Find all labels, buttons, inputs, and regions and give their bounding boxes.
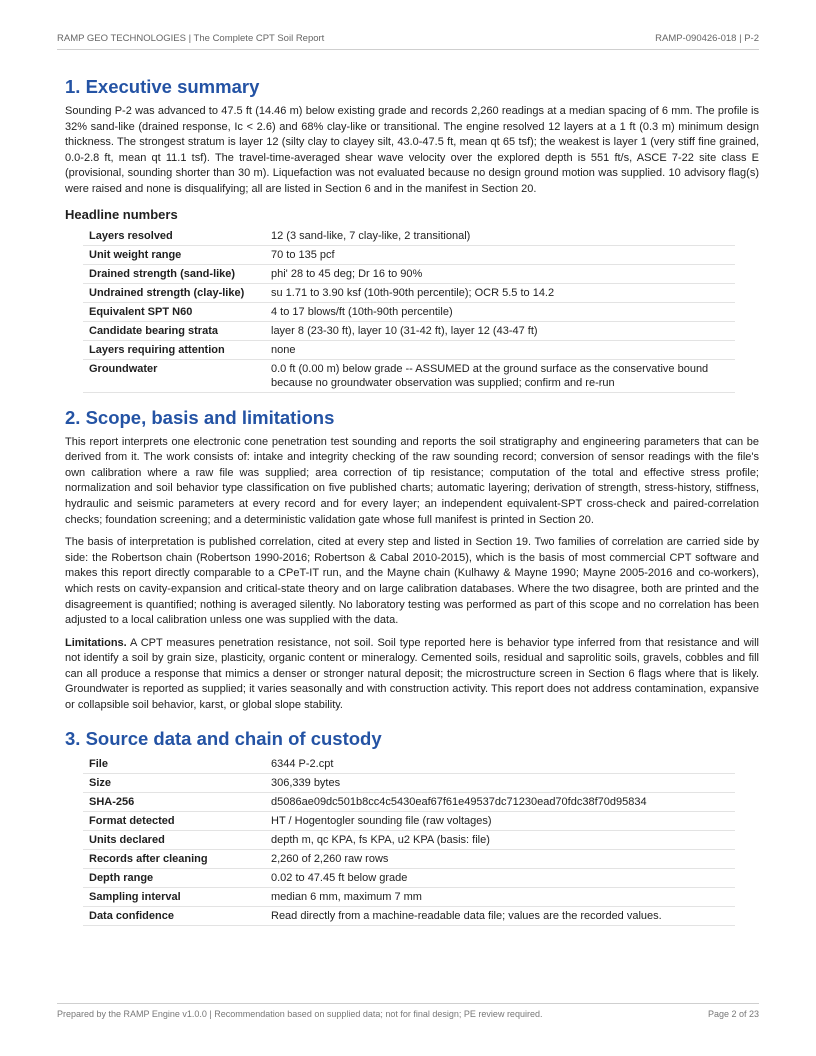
row-key: Layers requiring attention [83,340,265,359]
scope-paragraph-2: The basis of interpretation is published correlation, cited at every step and listed in Section 19. Two families of correlation are carried side by side: the Robertson chain (Robertson 1990-2016; Robertson & Cabal 2010-2015), which is the basis of most commercial CPT software and makes this report directly comparable to a CPeT-IT run, and the Mayne chain (Kulhawy & Mayne 1990; Mayne 2005-2016 and co-workers), which rests on cavity-expansion and critical-state theory and on large calibration databases. Where the two disagree, both are printed and the disagreement is quantified; nothing is averaged silently. No laboratory testing was performed as part of this scope and no correlation has been adjusted to a local calibration unless one was supplied with the data. [65,536,759,627]
table-row [83,830,735,849]
row-value: none [265,340,735,359]
section-title-executive-summary: 1. Executive summary [65,76,260,97]
scope-paragraph-1: This report interprets one electronic cone penetration test sounding and reports the soil stratigraphy and engineering parameters that can be derived from it. The work consists of: intake and integrity checking of the raw sounding record; conversion of sensor readings with the file's own calibration where a raw file was supplied; area correction of tip resistance; computation of the total and effective stress profile; normalization and soil behavior type classification on five published charts; automatic layering; derivation of strength, stress-history, stiffness, hydraulic and seismic parameters at every record and for every layer; an independent equivalent-SPT cross-check and paired-correlation checks; foundation screening; and a deterministic validation gate whose full manifest is printed in Section 20. [65,435,759,526]
row-value: Read directly from a machine-readable data file; values are the recorded values. [265,906,735,925]
limitations-text: A CPT measures penetration resistance, not soil. Soil type reported here is behavior type inferred from that resistance and will not identify a soil by grain size, plasticity, organic content or mineralogy. Cemented soils, residual and saprolitic soils, gravels, cobbles and fill can all produce a response that mimics a denser or stronger natural deposit; the microstructure screen in Section 6 flags where that is likely. Groundwater is reported as supplied; it varies seasonally and with construction activity. This report does not address contamination, expansive or collapsible soil behavior, karst, or global slope stability. [65,636,759,712]
table-row [83,228,735,246]
table-row [83,359,735,392]
row-value: 306,339 bytes [265,773,735,792]
page-header [57,33,759,50]
section-title-source-data: 3. Source data and chain of custody [65,727,382,749]
source-data-table [83,756,735,926]
table-row [83,756,735,774]
row-key: Sampling interval [83,887,265,906]
table-row [83,302,735,321]
table-row [83,811,735,830]
table-row [83,773,735,792]
table-row [83,887,735,906]
row-value: layer 8 (23-30 ft), layer 10 (31-42 ft), layer 12 (43-47 ft) [265,321,735,340]
row-key: Equivalent SPT N60 [83,302,265,321]
row-key: Depth range [83,868,265,887]
section-title-scope: 2. Scope, basis and limitations [65,406,335,428]
executive-summary-section [65,76,759,393]
row-key: Format detected [83,811,265,830]
limitations-lead: Limitations. [65,636,127,649]
scope-section [65,407,759,714]
row-key: Layers resolved [83,228,265,246]
headline-numbers-heading: Headline numbers [65,206,178,222]
row-key: Unit weight range [83,245,265,264]
header-company-title: RAMP GEO TECHNOLOGIES | The Complete CPT Soil Report [57,33,325,44]
table-row [83,245,735,264]
row-key: SHA-256 [83,792,265,811]
row-value: 4 to 17 blows/ft (10th-90th percentile) [265,302,735,321]
table-row [83,868,735,887]
headline-numbers-table [83,228,735,393]
row-key: Size [83,773,265,792]
table-row [83,321,735,340]
source-data-section [65,728,759,926]
row-value: HT / Hogentogler sounding file (raw voltages) [265,811,735,830]
table-row [83,264,735,283]
page-footer [57,1003,759,1024]
row-key: File [83,756,265,774]
executive-summary-paragraph: Sounding P-2 was advanced to 47.5 ft (14.46 m) below existing grade and records 2,260 readings at a median spacing of 6 mm. The profile is 32% sand-like (drained response, Ic < 2.6) and 68% clay-like or transitional. The engine resolved 12 layers at a 1 ft (0.3 m) minimum design thickness. The strongest stratum is layer 12 (silty clay to clayey silt, 43.0-47.5 ft, mean qt 65 tsf); the weakest is layer 1 (very stiff fine grained, 0.0-2.8 ft, mean qt 11.1 tsf). The travel-time-averaged shear wave velocity over the explored depth is 551 ft/s, ASCE 7-22 site class E (provisional, sounding shorter than 30 m). Liquefaction was not evaluated because no design ground motion was supplied. 10 advisory flag(s) were raised and none is disqualifying; all are listed in Section 6 and in the manifest in Section 20. [65,105,759,195]
table-row [83,283,735,302]
row-key: Groundwater [83,359,265,392]
row-value: 70 to 135 pcf [265,245,735,264]
row-value: 6344 P-2.cpt [265,756,735,774]
footer-disclaimer: Prepared by the RAMP Engine v1.0.0 | Recommendation based on supplied data; not for final design; PE review required. [57,1009,543,1019]
table-row [83,792,735,811]
row-key: Units declared [83,830,265,849]
row-value: su 1.71 to 3.90 ksf (10th-90th percentile); OCR 5.5 to 14.2 [265,283,735,302]
table-row [83,906,735,925]
row-value: phi' 28 to 45 deg; Dr 16 to 90% [265,264,735,283]
row-key: Candidate bearing strata [83,321,265,340]
row-value: median 6 mm, maximum 7 mm [265,887,735,906]
footer-page-number: Page 2 of 23 [707,1009,759,1019]
table-row [83,849,735,868]
row-value: 12 (3 sand-like, 7 clay-like, 2 transitional) [265,228,735,246]
row-value: depth m, qc KPA, fs KPA, u2 KPA (basis: file) [265,830,735,849]
limitations-paragraph [65,636,759,714]
row-key: Undrained strength (clay-like) [83,283,265,302]
row-value: d5086ae09dc501b8cc4c5430eaf67f61e49537dc71230ead70fdc38f70d95834 [265,792,735,811]
header-report-id: RAMP-090426-018 | P-2 [655,33,759,44]
row-key: Data confidence [83,906,265,925]
row-key: Records after cleaning [83,849,265,868]
row-value: 2,260 of 2,260 raw rows [265,849,735,868]
row-value: 0.0 ft (0.00 m) below grade -- ASSUMED at the ground surface as the conservative bound because no groundwater observation was supplied; confirm and re-run [265,359,735,392]
row-key: Drained strength (sand-like) [83,264,265,283]
table-row [83,340,735,359]
row-value: 0.02 to 47.45 ft below grade [265,868,735,887]
page-content [65,76,759,926]
